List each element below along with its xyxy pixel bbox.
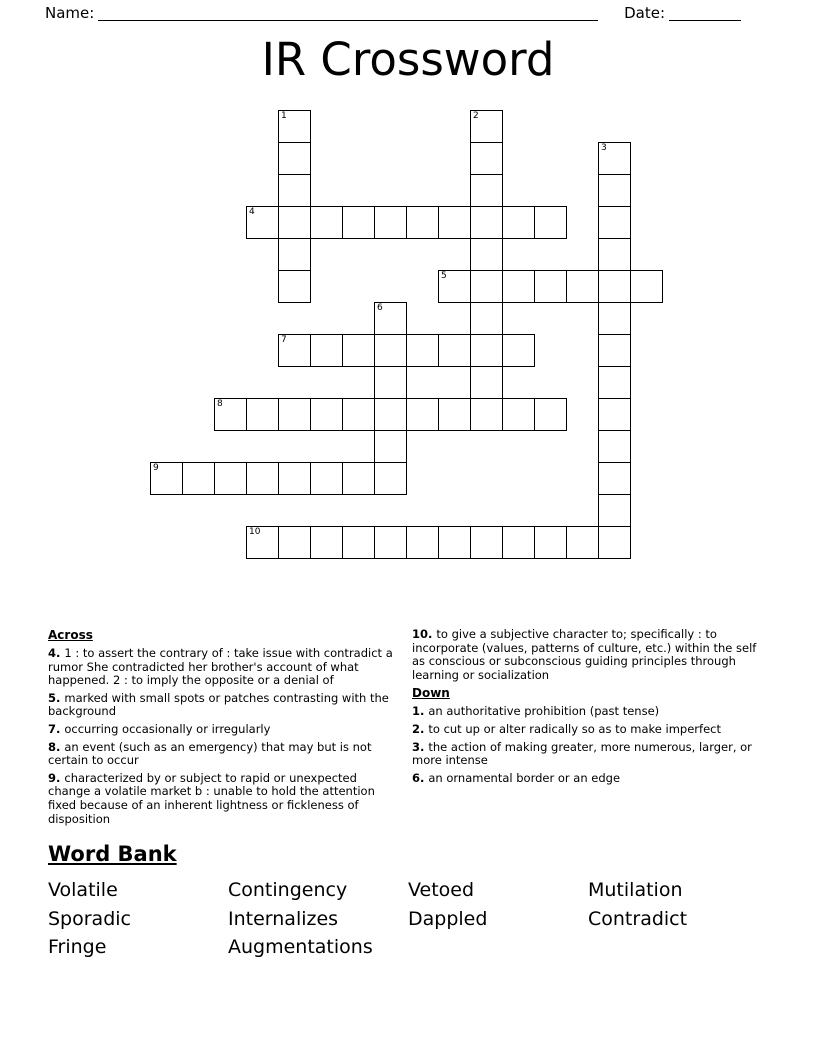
clue-number: 2.	[412, 721, 429, 736]
crossword-cell[interactable]	[598, 206, 631, 239]
clue-number: 4.	[48, 646, 65, 660]
crossword-cell[interactable]	[374, 334, 407, 367]
crossword-cell[interactable]	[310, 462, 343, 495]
clue-item: 1. an authoritative prohibition (past tense)	[412, 704, 660, 719]
crossword-cell[interactable]	[406, 526, 439, 559]
crossword-cell[interactable]	[406, 206, 439, 239]
date-label: Date:	[624, 4, 665, 22]
crossword-cell[interactable]	[598, 334, 631, 367]
crossword-cell[interactable]	[374, 398, 407, 431]
crossword-cell[interactable]	[214, 398, 247, 431]
down-heading: Down	[412, 686, 450, 701]
crossword-cell[interactable]	[406, 398, 439, 431]
crossword-cell[interactable]	[374, 206, 407, 239]
clue-number: 9.	[48, 770, 65, 785]
clue-item: 3. the action of making greater, more numerous, larger, or more intense	[412, 739, 752, 768]
crossword-cell[interactable]	[502, 270, 535, 303]
crossword-cell[interactable]	[470, 206, 503, 239]
crossword-cell[interactable]	[246, 206, 279, 239]
word-bank-word: Dappled	[408, 907, 488, 930]
crossword-cell[interactable]	[470, 366, 503, 399]
crossword-cell[interactable]	[470, 526, 503, 559]
cell-number: 7	[281, 335, 287, 345]
word-bank-word: Volatile	[48, 879, 118, 901]
crossword-cell[interactable]	[534, 398, 567, 431]
header	[45, 4, 741, 23]
crossword-cell[interactable]	[502, 526, 535, 559]
crossword-cell[interactable]	[470, 334, 503, 367]
word-bank-word: Mutilation	[588, 879, 683, 901]
clue-item: 8. an event (such as an emergency) that may but is not certain to occur	[48, 739, 372, 768]
clue-number: 3.	[412, 739, 429, 754]
crossword-cell[interactable]	[566, 526, 599, 559]
clue-item: 4. 1 : to assert the contrary of : take issue with contradict a rumor She contradicted her brother's account of what happened. 2 : to imply the opposite or a denial of	[48, 646, 393, 688]
crossword-cell[interactable]	[374, 526, 407, 559]
crossword-cell[interactable]	[630, 270, 663, 303]
cell-number: 6	[377, 303, 383, 313]
crossword-cell[interactable]	[278, 462, 311, 495]
name-input-line[interactable]	[98, 6, 598, 21]
clues-left-column	[48, 628, 400, 830]
word-bank-word: Contradict	[588, 907, 688, 930]
clues-section	[48, 628, 772, 830]
crossword-cell[interactable]	[470, 110, 503, 143]
crossword-cell[interactable]	[598, 142, 631, 175]
cell-number: 3	[601, 143, 607, 153]
name-label: Name:	[45, 4, 95, 22]
clue-number: 8.	[48, 739, 65, 754]
crossword-cell[interactable]	[470, 238, 503, 271]
cell-number: 1	[281, 111, 287, 121]
word-bank-word: Augmentations	[228, 936, 373, 958]
crossword-cell[interactable]	[598, 302, 631, 335]
down-clues	[412, 705, 772, 785]
crossword-cell[interactable]	[470, 302, 503, 335]
crossword-cell[interactable]	[310, 206, 343, 239]
crossword-cell[interactable]	[278, 142, 311, 175]
cell-number: 5	[441, 271, 447, 281]
crossword-cell[interactable]	[598, 526, 631, 559]
word-bank-column	[48, 876, 228, 962]
clue-item: 7. occurring occasionally or irregularly	[48, 721, 271, 736]
clue-number: 5.	[48, 690, 65, 705]
crossword-cell[interactable]	[438, 334, 471, 367]
word-bank-column	[228, 876, 408, 962]
crossword-cell[interactable]	[374, 302, 407, 335]
crossword-cell[interactable]	[598, 238, 631, 271]
crossword-cell[interactable]	[438, 270, 471, 303]
cell-number: 9	[153, 463, 159, 473]
crossword-cell[interactable]	[150, 462, 183, 495]
crossword-cell[interactable]	[342, 398, 375, 431]
word-bank-section	[48, 842, 788, 962]
crossword-cell[interactable]	[438, 526, 471, 559]
crossword-cell[interactable]	[502, 206, 535, 239]
cell-number: 2	[473, 111, 479, 121]
clue-number: 10.	[412, 627, 437, 641]
across-clues-left	[48, 647, 400, 826]
crossword-cell[interactable]	[598, 430, 631, 463]
crossword-grid	[150, 110, 663, 559]
crossword-cell[interactable]	[566, 270, 599, 303]
crossword-cell[interactable]	[470, 398, 503, 431]
crossword-cell[interactable]	[278, 270, 311, 303]
crossword-cell[interactable]	[534, 270, 567, 303]
cell-number: 4	[249, 207, 255, 217]
crossword-cell[interactable]	[182, 462, 215, 495]
crossword-cell[interactable]	[374, 430, 407, 463]
crossword-cell[interactable]	[406, 334, 439, 367]
crossword-cell[interactable]	[374, 462, 407, 495]
crossword-cell[interactable]	[310, 526, 343, 559]
crossword-cell[interactable]	[246, 462, 279, 495]
crossword-cell[interactable]	[278, 398, 311, 431]
crossword-cell[interactable]	[470, 142, 503, 175]
crossword-cell[interactable]	[342, 206, 375, 239]
date-input-line[interactable]	[669, 6, 741, 21]
crossword-cell[interactable]	[534, 206, 567, 239]
crossword-cell[interactable]	[502, 398, 535, 431]
crossword-cell[interactable]	[342, 462, 375, 495]
crossword-cell[interactable]	[278, 110, 311, 143]
clue-number: 1.	[412, 704, 429, 719]
crossword-cell[interactable]	[534, 526, 567, 559]
clue-number: 6.	[412, 770, 429, 785]
word-bank-word: Fringe	[48, 936, 107, 958]
crossword-cell[interactable]	[342, 334, 375, 367]
crossword-cell[interactable]	[310, 398, 343, 431]
crossword-cell[interactable]	[598, 462, 631, 495]
clue-item: 10. to give a subjective character to; specifically : to incorporate (values, patterns of culture, etc.) within the self as conscious or subconscious guiding principles through learning or socialization	[412, 627, 757, 682]
crossword-cell[interactable]	[438, 206, 471, 239]
crossword-cell[interactable]	[374, 366, 407, 399]
clue-item: 5. marked with small spots or patches contrasting with the background	[48, 690, 389, 719]
crossword-cell[interactable]	[598, 366, 631, 399]
clues-right-column	[412, 628, 772, 830]
clue-number: 7.	[48, 721, 65, 736]
clue-item: 9. characterized by or subject to rapid or unexpected change a volatile market b : unable to hold the attention fixed because of an inherent lightness or fickleness of disposition	[48, 770, 375, 826]
clue-item: 6. an ornamental border or an edge	[412, 770, 621, 785]
across-heading: Across	[48, 628, 93, 642]
word-bank-heading: Word Bank	[48, 842, 177, 866]
crossword-cell[interactable]	[278, 526, 311, 559]
across-clues-overflow	[412, 628, 772, 682]
cell-number: 8	[217, 399, 223, 409]
word-bank-word: Internalizes	[228, 907, 339, 930]
crossword-cell[interactable]	[598, 494, 631, 527]
word-bank-columns	[48, 876, 788, 962]
crossword-cell[interactable]	[278, 174, 311, 207]
word-bank-word: Contingency	[228, 879, 348, 901]
crossword-cell[interactable]	[278, 238, 311, 271]
crossword-cell[interactable]	[278, 206, 311, 239]
crossword-cell[interactable]	[470, 270, 503, 303]
crossword-cell[interactable]	[438, 398, 471, 431]
clue-item: 2. to cut up or alter radically so as to make imperfect	[412, 721, 721, 736]
word-bank-word: Sporadic	[48, 907, 131, 930]
crossword-cell[interactable]	[278, 334, 311, 367]
crossword-cell[interactable]	[246, 526, 279, 559]
crossword-cell[interactable]	[598, 270, 631, 303]
word-bank-column	[408, 876, 588, 962]
crossword-cell[interactable]	[310, 334, 343, 367]
crossword-cell[interactable]	[214, 462, 247, 495]
cell-number: 10	[249, 527, 261, 537]
crossword-cell[interactable]	[342, 526, 375, 559]
crossword-cell[interactable]	[246, 398, 279, 431]
word-bank-column	[588, 876, 768, 962]
word-bank-word: Vetoed	[408, 879, 475, 901]
page-title: IR Crossword	[261, 33, 555, 86]
crossword-cell[interactable]	[470, 174, 503, 207]
crossword-cell[interactable]	[598, 398, 631, 431]
crossword-cell[interactable]	[598, 174, 631, 207]
crossword-cell[interactable]	[502, 334, 535, 367]
